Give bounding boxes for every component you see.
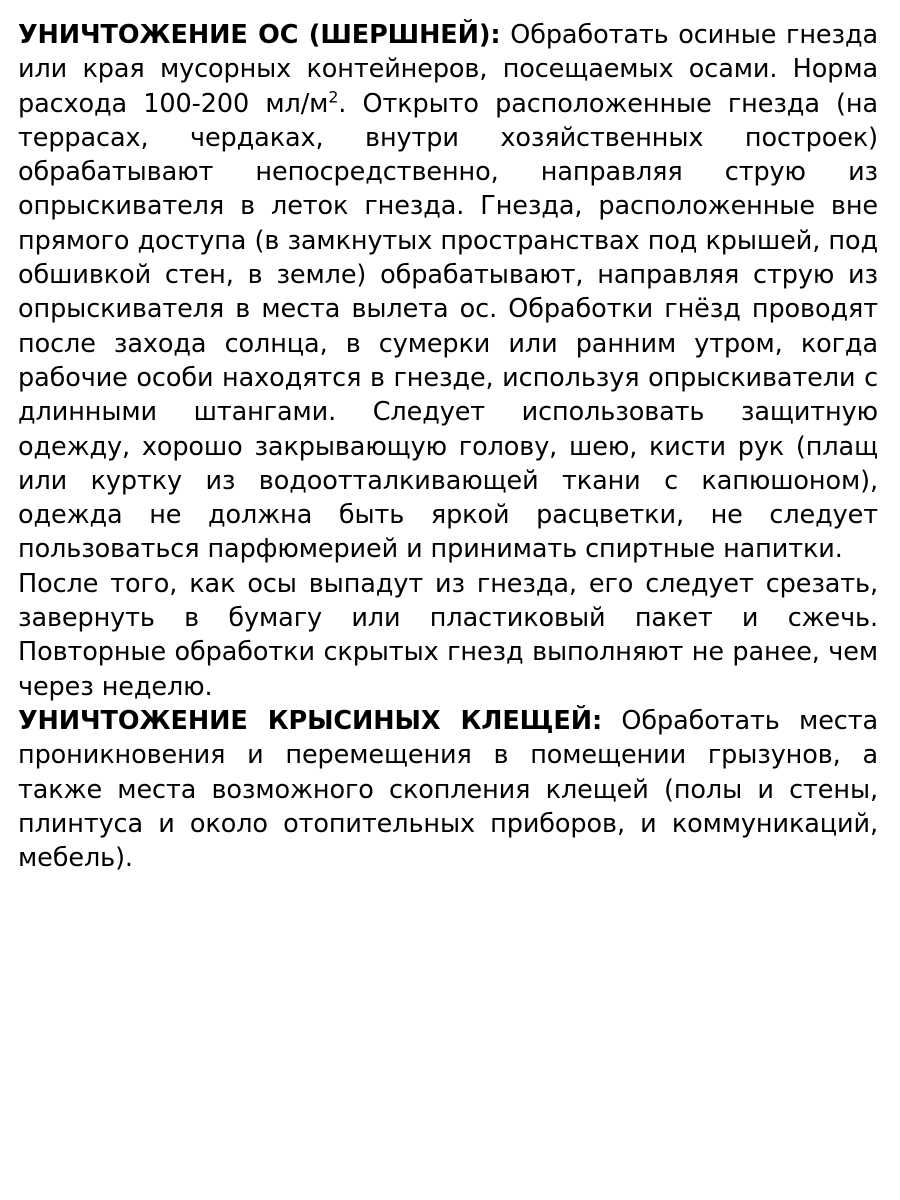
section-wasps-paragraph — [18, 18, 878, 567]
square-meter-superscript: 2 — [328, 87, 339, 107]
section-rat-mites-paragraph — [18, 704, 878, 875]
section-rat-mites-body: Обработать места проникновения и перемещения в помещении грызунов, а также места возможного скопления клещей (полы и стены, плинтуса и около отопительных приборов, и коммуникаций, мебель). — [18, 705, 878, 874]
section-wasps-body-part1: Обработать осиные гнезда или края мусорных контейнеров, посещаемых осами. Норма расхода 100-200 мл/м — [18, 20, 879, 119]
section-wasps-body-part2: . Открыто расположенные гнезда (на террасах, чердаках, внутри хозяйственных построек) обрабатывают непосредственно, направляя струю из опрыскивателя в леток гнезда. Гнезда, расположенные вне прямого доступа (в замкнутых пространствах под крышей, под обшивкой стен, в земле) обрабатывают, направляя струю из опрыскивателя в места вылета ос. Обработки гнёзд проводят после захода солнца, в сумерки или ранним утром, когда рабочие особи находятся в гнезде, используя опрыскиватели с длинными штангами. Следует использовать защитную одежду, хорошо закрывающую голову, шею, кисти рук (плащ или куртку из водоотталкивающей ткани с капюшоном), одежда не должна быть яркой расцветки, не следует пользоваться парфюмерией и принимать спиртные напитки. — [18, 88, 879, 565]
paragraph-after-wasps: После того, как осы выпадут из гнезда, его следует срезать, завернуть в бумагу или пластиковый пакет и сжечь. Повторные обработки скрытых гнезд выполняют не ранее, чем через неделю. — [18, 568, 878, 702]
section-rat-mites-heading: УНИЧТОЖЕНИЕ КРЫСИНЫХ КЛЕЩЕЙ: — [18, 705, 603, 736]
section-wasps-heading: УНИЧТОЖЕНИЕ ОС (ШЕРШНЕЙ): — [18, 20, 501, 50]
